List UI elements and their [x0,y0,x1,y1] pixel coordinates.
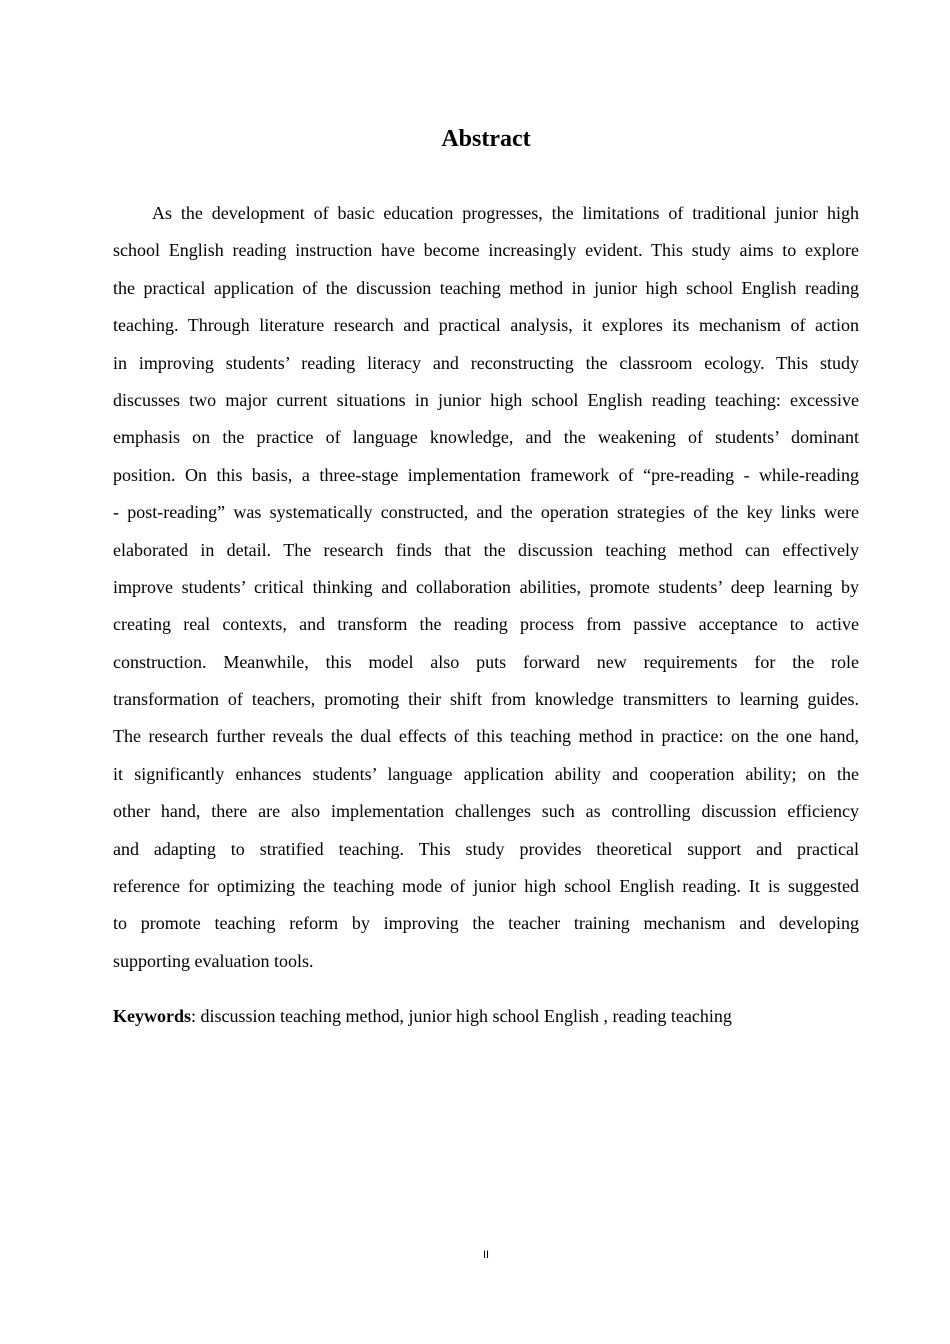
abstract-line: - post-reading” was systematically constructed, and the operation strategies of the key links were [113,502,859,523]
abstract-line: discusses two major current situations in junior high school English reading teaching: excessive [113,389,859,410]
abstract-line: creating real contexts, and transform the reading process from passive acceptance to active [113,614,859,635]
abstract-line: The research further reveals the dual effects of this teaching method in practice: on the one hand, [113,726,859,747]
abstract-line: in improving students’ reading literacy and reconstructing the classroom ecology. This study [113,352,859,373]
abstract-line: emphasis on the practice of language knowledge, and the weakening of students’ dominant [113,427,859,448]
abstract-line: it significantly enhances students’ language application ability and cooperation ability; on the [113,763,859,784]
abstract-line: position. On this basis, a three-stage implementation framework of “pre-reading - while-reading [113,464,859,485]
keywords-label: Keywords [113,1006,191,1026]
page-number: II [482,1249,490,1261]
keywords-text: : discussion teaching method, junior high school English , reading teaching [191,1006,732,1026]
abstract-line: construction. Meanwhile, this model also puts forward new requirements for the role [113,651,859,672]
abstract-line: improve students’ critical thinking and collaboration abilities, promote students’ deep learning by [113,576,859,597]
abstract-line: teaching. Through literature research and practical analysis, it explores its mechanism of action [113,315,859,336]
abstract-line: supporting evaluation tools. [113,950,314,971]
abstract-line: and adapting to stratified teaching. This study provides theoretical support and practical [113,838,859,859]
abstract-line: to promote teaching reform by improving the teacher training mechanism and developing [113,913,859,934]
page-title: Abstract [441,126,531,152]
abstract-line: reference for optimizing the teaching mode of junior high school English reading. It is suggested [113,876,859,897]
abstract-line: the practical application of the discussion teaching method in junior high school English reading [113,277,859,298]
keywords-line [113,1004,732,1028]
abstract-line: school English reading instruction have become increasingly evident. This study aims to explore [113,240,859,261]
abstract-line: As the development of basic education progresses, the limitations of traditional junior high [152,203,859,223]
abstract-paragraph [113,195,859,980]
abstract-line: elaborated in detail. The research finds that the discussion teaching method can effectively [113,539,859,560]
abstract-line: transformation of teachers, promoting their shift from knowledge transmitters to learning guides. [113,689,859,710]
abstract-line: other hand, there are also implementation challenges such as controlling discussion efficiency [113,801,859,822]
